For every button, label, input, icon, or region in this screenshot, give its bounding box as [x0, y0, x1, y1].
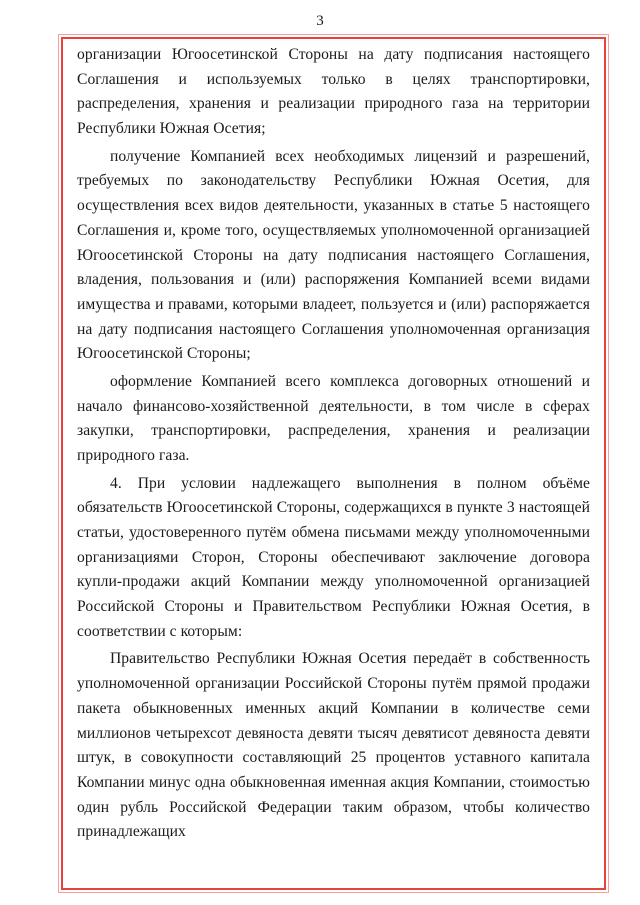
- paragraph-contracts: оформление Компанией всего комплекса договорных отношений и начало финансово-хозяйственной деятельности, в том числе в сферах закупки, транспортировки, распределения, хранения и реализации природного газа.: [77, 372, 590, 465]
- document-body: [77, 43, 590, 848]
- paragraph-clause-4: 4. При условии надлежащего выполнения в полном объёме обязательств Югоосетинской Стороны, содержащихся в пункте 3 настоящей статьи, удостоверенного путём обмена письмами между уполномоченными организациями Сторон, Стороны обеспечивают заключение договора купли-продажи акций Компании между уполномоченной организацией Российской Стороны и Правительством Республики Южная Осетия, в соответствии с которым:: [77, 474, 590, 640]
- page-border-frame: [61, 37, 606, 890]
- page-number: 3: [316, 13, 324, 29]
- paragraph-share-transfer: Правительство Республики Южная Осетия передаёт в собственность уполномоченной организации Российской Стороны путём прямой продажи пакета обыкновенных именных акций Компании в количестве семи миллионов четырехсот девяноста девяти тысяч девятисот девяноста девяти штук, в совокупности составляющий 25 процентов уставного капитала Компании минус одна обыкновенная именная акция Компании, стоимостью один рубль Российской Федерации таким образом, чтобы количество принадлежащих: [77, 650, 590, 841]
- paragraph-continuation: организации Югоосетинской Стороны на дату подписания настоящего Соглашения и используемых только в целях транспортировки, распределения, хранения и реализации природного газа на территории Республики Южная Осетия;: [77, 46, 590, 138]
- paragraph-licenses: получение Компанией всех необходимых лицензий и разрешений, требуемых по законодательству Республики Южная Осетия, для осуществления всех видов деятельности, указанных в статье 5 настоящего Соглашения и, кроме того, осуществляемых уполномоченной организацией Югоосетинской Стороны на дату подписания настоящего Соглашения, владения, пользования и (или) распоряжения Компанией всеми видами имущества и правами, которыми владеет, пользуется и (или) распоряжается на дату подписания настоящего Соглашения уполномоченная организация Югоосетинской Стороны;: [77, 147, 590, 363]
